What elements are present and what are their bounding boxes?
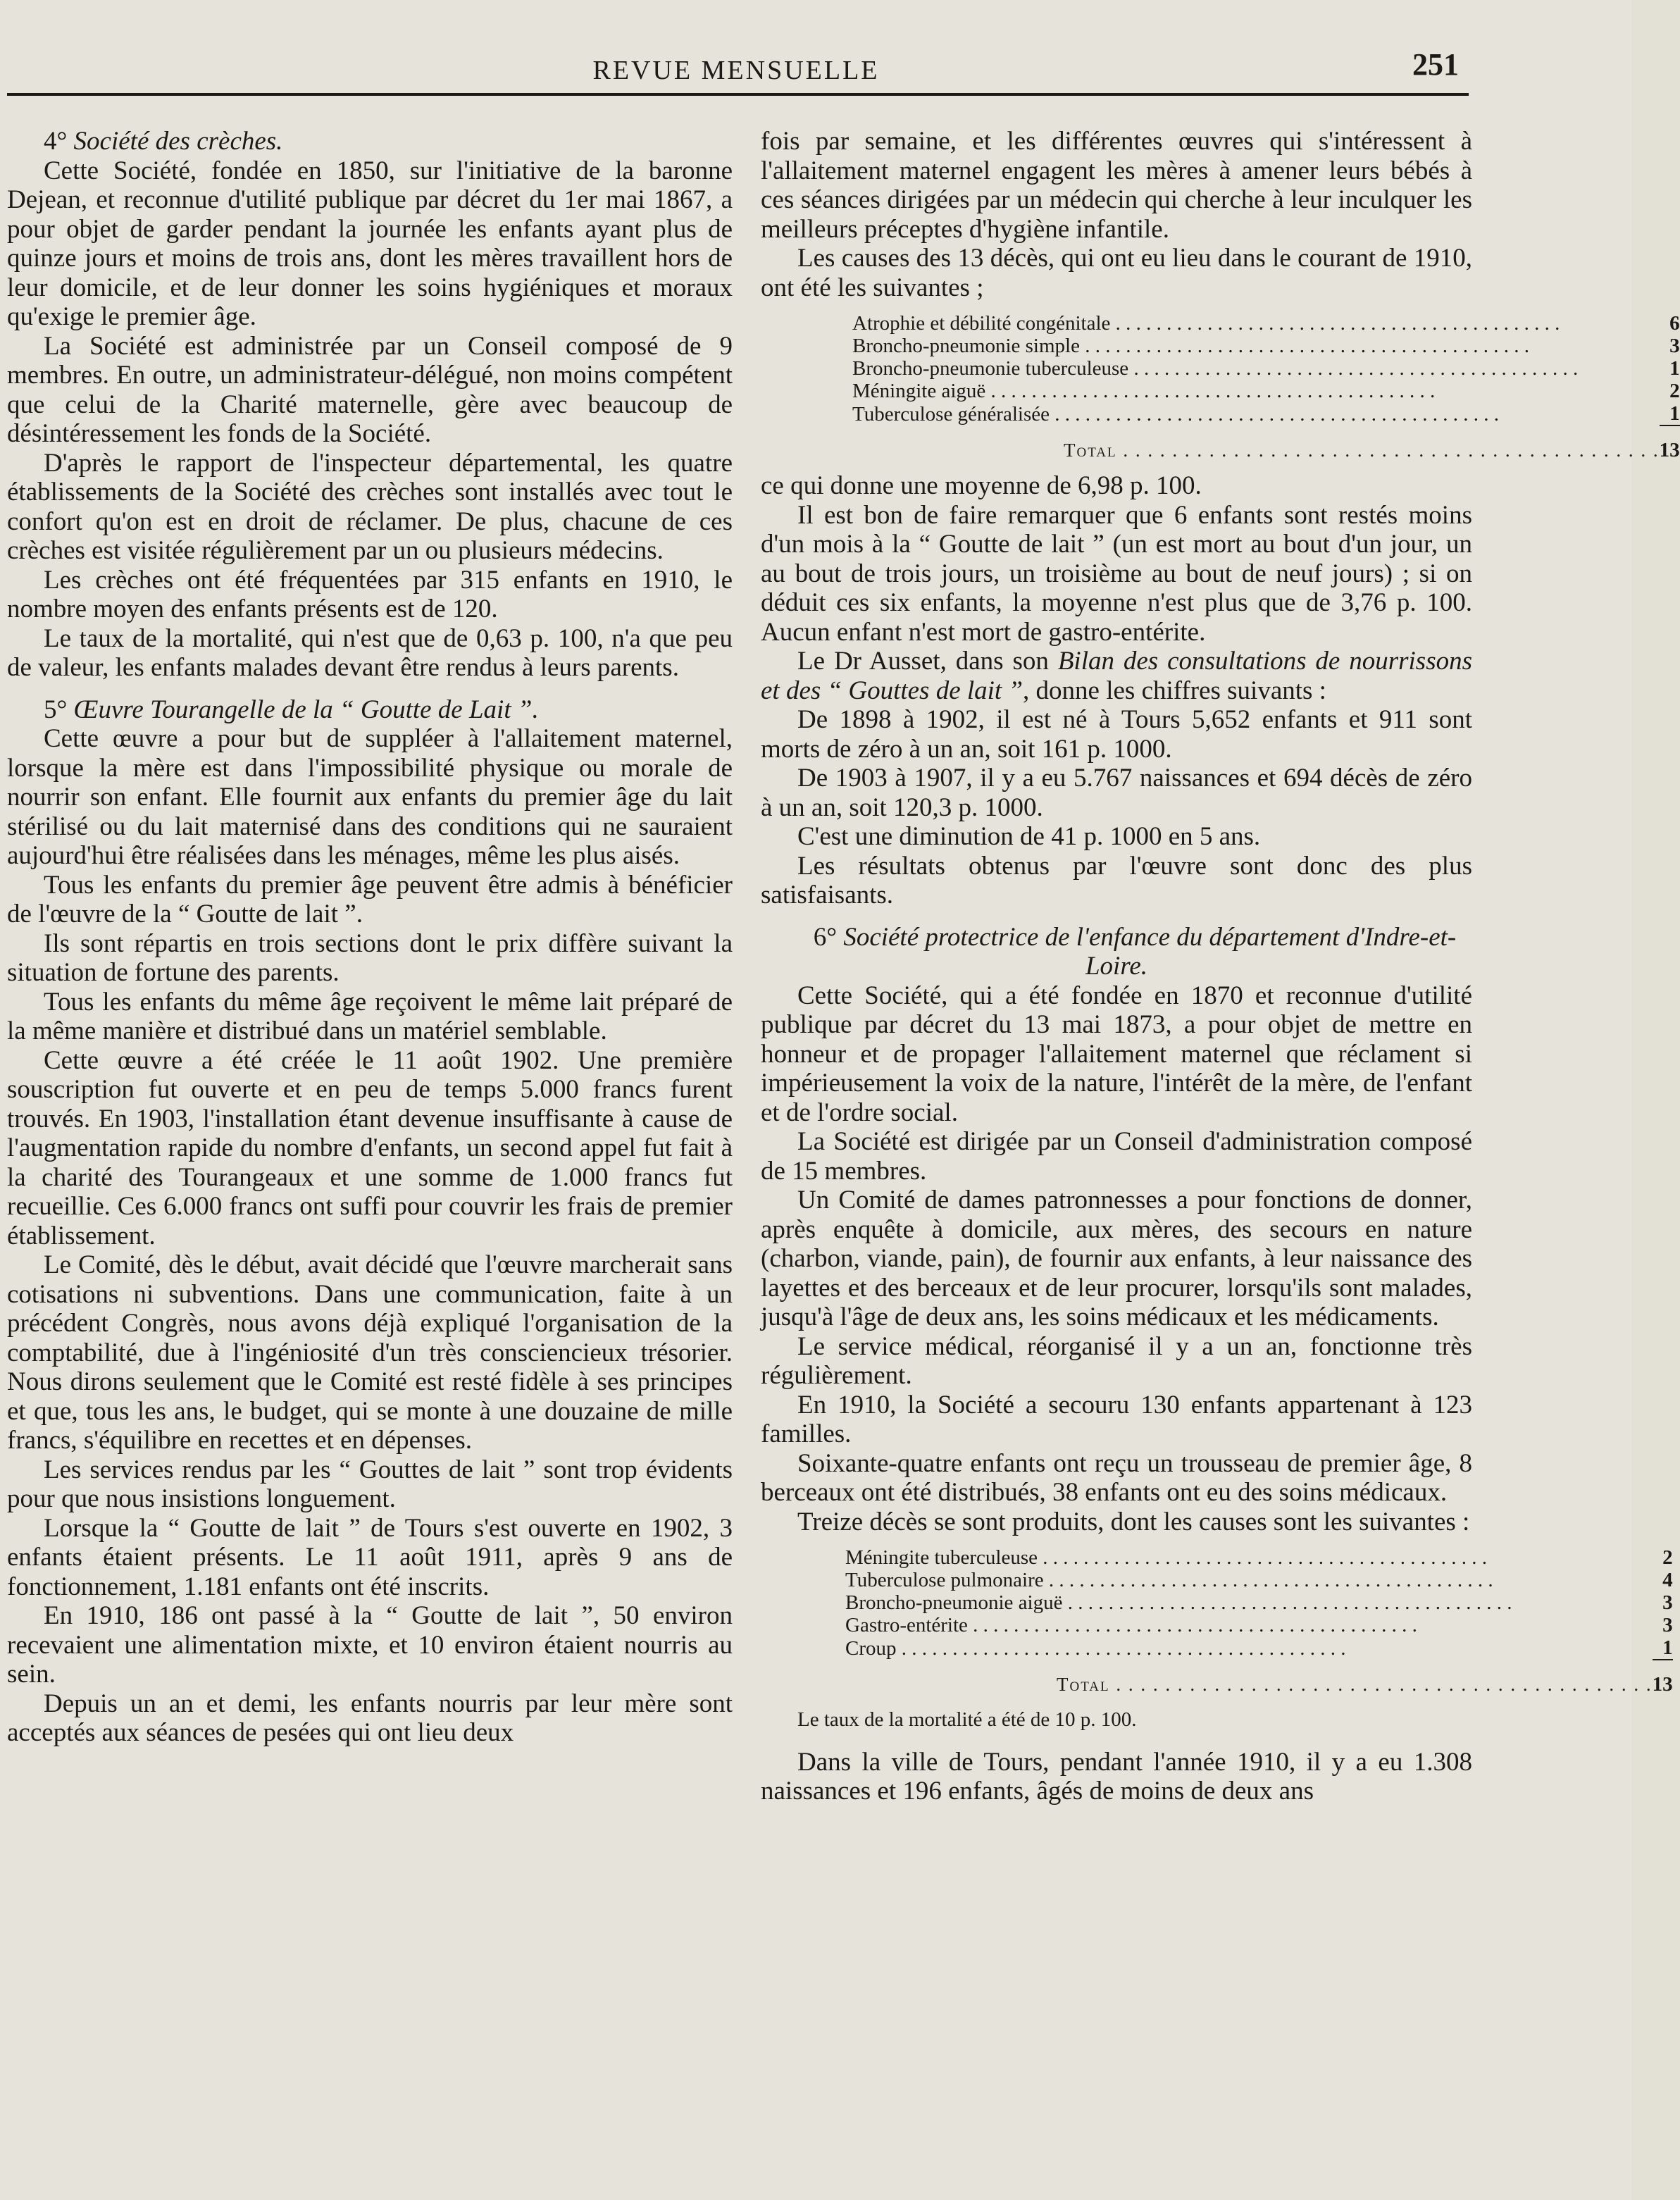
table-cell-value: 6 [1669,312,1680,335]
table-row [852,312,1680,335]
table-cell-value: 3 [1662,1614,1673,1636]
section-6-heading: Société protectrice de l'enfance du département d'Indre-et-Loire. [843,922,1457,981]
table-total-row [845,1660,1673,1696]
table-total-value: 13 [1653,1660,1673,1696]
table-cell-label: Atrophie et débilité congénitale [852,312,1111,335]
table-cell-value: 4 [1662,1569,1673,1591]
paragraph: De 1898 à 1902, il est né à Tours 5,652 enfants et 911 sont morts de zéro à un an, soit 161 p. 1000. [761,705,1472,764]
table-cell-label: Broncho-pneumonie simple [852,335,1080,357]
table-cell-label: Tuberculose généralisée [852,402,1050,425]
table-cell-value: 1 [1662,1636,1673,1659]
section-4-heading: Société des crèches. [73,127,283,156]
causes-of-death-table-1 [852,312,1680,461]
paragraph: Les résultats obtenus par l'œuvre sont donc des plus satisfaisants. [761,851,1472,909]
table-row [845,1614,1673,1636]
paragraph: Lorsque la “ Goutte de lait ” de Tours s'est ouverte en 1902, 3 enfants étaient présents. Le 11 août 1911, après 9 ans de fonctionnement, 1.181 enfants ont été inscrits. [7,1513,733,1601]
paragraph: Un Comité de dames patronnesses a pour fonctions de donner, après enquête à domicile, aux mères, des secours en nature (charbon, viande, pain), de fournir aux enfants, à leur naissance des layettes et des berceaux et de leur procurer, lorsqu'ils sont malades, jusqu'à l'âge de deux ans, les soins médicaux et les médicaments. [761,1186,1472,1331]
table-total-label: Total [1064,439,1117,461]
paragraph: Cette Société, fondée en 1850, sur l'initiative de la baronne Dejean, et reconnue d'utilité publique par décret du 1er mai 1867, a pour objet de garder pendant la journée les enfants ayant plus de quinze jours et moins de trois ans, dont les mères travaillent hors de leur domicile, et de leur donner les soins hygiéniques et moraux qu'exige le premier âge. [7,156,733,331]
paragraph: ce qui donne une moyenne de 6,98 p. 100. [761,471,1202,500]
mortality-note: Le taux de la mortalité a été de 10 p. 100. [797,1708,1137,1731]
italic-citation: Bilan des consultations de nourrissons et des “ Gouttes de lait ” [761,647,1472,705]
table-row [845,1569,1673,1591]
section-4-title [7,127,733,156]
table-row [852,380,1680,402]
table-row [845,1546,1673,1569]
section-6-number: 6° [813,922,838,952]
paragraph: Le Comité, dès le début, avait décidé que l'œuvre marcherait sans cotisations ni subventions. Dans une communication, faite à un précédent Congrès, nous avons déjà expliqué l'organisation de la comptabilité, due à l'ingéniosité d'un très consciencieux trésorier. Nous dirons seulement que le Comité est resté fidèle à ses principes et que, tous les ans, le budget, qui se monte à une douzaine de mille francs, s'équilibre en recettes et en dépenses. [7,1250,733,1455]
table-total-row [852,425,1680,461]
table-cell-label: Tuberculose pulmonaire [845,1569,1044,1591]
page-number: 251 [1412,47,1459,82]
paragraph: Les crèches ont été fréquentées par 315 enfants en 1910, le nombre moyen des enfants présents est de 120. [7,565,733,623]
paragraph: De 1903 à 1907, il y a eu 5.767 naissances et 694 décès de zéro à un an, soit 120,3 p. 1000. [761,764,1472,822]
paragraph: Cette Société, qui a été fondée en 1870 et reconnue d'utilité publique par décret du 13 mai 1873, a pour objet de mettre en honneur et de propager l'allaitement maternel que réclament si impérieusement la voix de la nature, l'intérêt de la mère, de l'enfant et de l'ordre social. [761,981,1472,1127]
table-cell-value: 3 [1669,335,1680,357]
paragraph: Il est bon de faire remarquer que 6 enfants sont restés moins d'un mois à la “ Goutte de lait ” (un est mort au bout d'un jour, un au bout de trois jours, un troisième au bout de neuf jours) ; si on déduit ces six enfants, la moyenne n'est plus que de 3,76 p. 100. Aucun enfant n'est mort de gastro-entérite. [761,500,1472,647]
table-cell-label: Broncho-pneumonie tuberculeuse [852,357,1129,380]
section-5-heading: Œuvre Tourangelle de la “ Goutte de Lait ”. [73,695,539,724]
paragraph: C'est une diminution de 41 p. 1000 en 5 ans. [797,822,1261,851]
paragraph: Le service médical, réorganisé il y a un an, fonctionne très régulièrement. [761,1331,1472,1390]
paragraph: D'après le rapport de l'inspecteur départemental, les quatre établissements de la Société des crèches sont installés avec tout le confort qu'on est en droit de réclamer. De plus, chacune de ces crèches est visitée régulièrement par un ou plusieurs médecins. [7,448,733,565]
paragraph: En 1910, 186 ont passé à la “ Goutte de lait ”, 50 environ recevaient une alimentation mixte, et 10 environ étaient nourris au sein. [7,1601,733,1689]
paragraph: La Société est administrée par un Conseil composé de 9 membres. En outre, un administrateur-délégué, non moins compétent que celui de la Charité maternelle, gère avec beaucoup de désintéressement les fonds de la Société. [7,331,733,448]
paragraph [761,647,1472,705]
table-total-value: 13 [1660,425,1680,461]
table-cell-label: Méningite aiguë [852,380,986,402]
table-row [845,1636,1673,1660]
causes-of-death-table-2 [845,1546,1673,1696]
table-row [852,402,1680,425]
running-title: REVUE MENSUELLE [592,56,880,85]
table-cell-value: 2 [1662,1546,1673,1569]
table-cell-value: 2 [1669,380,1680,402]
paragraph: Le taux de la mortalité, qui n'est que de 0,63 p. 100, n'a que peu de valeur, les enfants malades devant être rendus à leurs parents. [7,623,733,682]
table-cell-value: 3 [1662,1591,1673,1614]
table-row [852,357,1680,380]
paragraph: En 1910, la Société a secouru 130 enfants appartenant à 123 familles. [761,1390,1472,1448]
text-span: , donne les chiffres suivants : [1023,676,1326,705]
table-cell-label: Broncho-pneumonie aiguë [845,1591,1063,1614]
table-cell-value: 1 [1669,402,1680,425]
table-cell-label: Méningite tuberculeuse [845,1546,1038,1569]
right-column [761,127,1680,1806]
table-total-label: Total [1057,1673,1110,1695]
paragraph: Treize décès se sont produits, dont les causes sont les suivantes : [797,1507,1470,1536]
paragraph: fois par semaine, et les différentes œuvres qui s'intéressent à l'allaitement maternel engagent les mères à amener leurs bébés à ces séances dirigées par un médecin qui cherche à leur inculquer les meilleurs préceptes d'hygiène infantile. [761,127,1472,244]
table-cell-label: Gastro-entérite [845,1614,968,1636]
paragraph: Les causes des 13 décès, qui ont eu lieu dans le courant de 1910, ont été les suivantes ; [761,244,1472,302]
paragraph: Cette œuvre a pour but de suppléer à l'allaitement maternel, lorsque la mère est dans l'impossibilité physique ou morale de nourrir son enfant. Elle fournit aux enfants du premier âge du lait stérilisé ou du lait maternisé dans des conditions qui ne sauraient aujourd'hui être réalisées dans les ménages, même les plus aisés. [7,724,733,870]
paragraph: Cette œuvre a été créée le 11 août 1902. Une première souscription fut ouverte et en peu de temps 5.000 francs furent trouvés. En 1903, l'installation étant devenue insuffisante à cause de l'augmentation rapide du nombre d'enfants, un second appel fut fait à la charité des Tourangeaux et une somme de 1.000 francs fut recueillie. Ces 6.000 francs ont suffi pour couvrir les frais de premier établissement. [7,1045,733,1250]
paragraph: Dans la ville de Tours, pendant l'année 1910, il y a eu 1.308 naissances et 196 enfants, âgés de moins de deux ans [761,1747,1472,1806]
header-rule [7,93,1469,96]
table-cell-value: 1 [1669,357,1680,380]
table-row [845,1591,1673,1614]
table-row [852,335,1680,357]
paragraph: Tous les enfants du même âge reçoivent le même lait préparé de la même manière et distribué dans un matériel semblable. [7,987,733,1045]
section-5-title [7,695,733,725]
section-4-number: 4° [44,127,68,156]
paragraph: La Société est dirigée par un Conseil d'administration composé de 15 membres. [761,1127,1472,1186]
paragraph: Tous les enfants du premier âge peuvent être admis à bénéficier de l'œuvre de la “ Goutte de lait ”. [7,870,733,928]
paragraph: Ils sont répartis en trois sections dont le prix diffère suivant la situation de fortune des parents. [7,928,733,987]
paragraph: Soixante-quatre enfants ont reçu un trousseau de premier âge, 8 berceaux ont été distribués, 38 enfants ont eu des soins médicaux. [761,1448,1472,1507]
section-6-title [761,923,1472,981]
paragraph: Les services rendus par les “ Gouttes de lait ” sont trop évidents pour que nous insistions longuement. [7,1455,733,1513]
section-5-number: 5° [44,695,68,724]
text-span: Le Dr Ausset, dans son [797,647,1058,676]
left-column [7,127,733,1748]
paragraph: Depuis un an et demi, les enfants nourris par leur mère sont acceptés aux séances de pesées qui ont lieu deux [7,1689,733,1747]
table-cell-label: Croup [845,1636,897,1660]
